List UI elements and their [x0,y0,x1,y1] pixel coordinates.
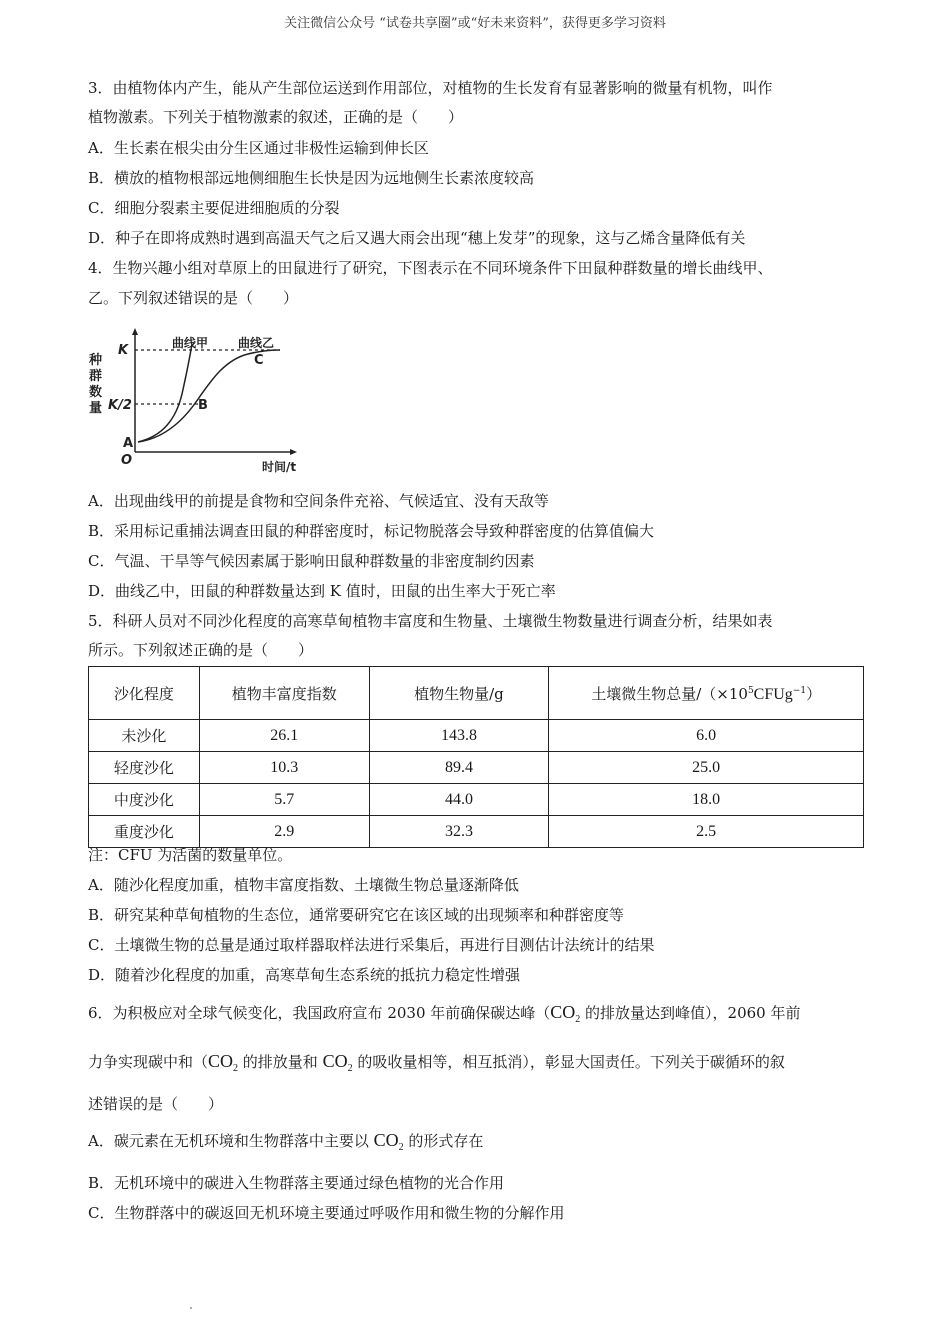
cell-biomass: 32.3 [369,816,549,848]
point-label-b: B [198,398,208,413]
x-axis-arrow [290,449,297,455]
y-axis-arrow [132,328,138,335]
q3-option-d: D．种子在即将成熟时遇到高温天气之后又遇大雨会出现“穗上发芽”的现象，这与乙烯含量降低有关 [88,229,746,247]
q3-option-b: B．横放的植物根部远地侧细胞生长快是因为远地侧生长素浓度较高 [88,169,535,187]
y-axis-label-char: 群 [89,369,103,384]
q3-option-c: C．细胞分裂素主要促进细胞质的分裂 [88,199,340,217]
cell-level: 轻度沙化 [89,752,200,784]
table-row [89,720,864,752]
tick-label-half-k: K/2 [108,398,132,413]
cell-biomass: 89.4 [369,752,549,784]
q3-stem-line1: 3．由植物体内产生，能从产生部位运送到作用部位，对植物的生长发育有显著影响的微量有机物，叫作 [88,79,773,97]
series-label-jia: 曲线甲 [172,336,209,350]
q5-note: 注：CFU 为活菌的数量单位。 [88,846,293,864]
table-row [89,784,864,816]
co2-formula: $CO_2$ [208,1051,239,1074]
cell-biomass: 143.8 [369,720,549,752]
q3-stem-line2: 植物激素。下列关于植物激素的叙述，正确的是（ ） [88,108,464,126]
q5-option-d: D．随着沙化程度的加重，高寒草甸生态系统的抵抗力稳定性增强 [88,966,521,984]
col-header-biomass: 植物生物量/g [369,667,549,720]
co2-formula: $CO_2$ [322,1051,353,1074]
cell-level: 中度沙化 [89,784,200,816]
cell-microbes: 6.0 [549,720,864,752]
x-axis-label: 时间/t [262,460,297,474]
q6-stem-line1: 6．为积极应对全球气候变化，我国政府宣布 2030 年前确保碳达峰（$CO_2$ 的排放量达到峰值），2060 年前 [88,1002,801,1025]
cell-microbes: 25.0 [549,752,864,784]
q4-option-a: A．出现曲线甲的前提是食物和空间条件充裕、气候适宜、没有天敌等 [88,492,549,510]
q5-stem-line1: 5．科研人员对不同沙化程度的高寒草甸植物丰富度和生物量、土壤微生物数量进行调查分析，结果如表 [88,612,773,630]
cell-microbes: 2.5 [549,816,864,848]
col-header-microbes: 土壤微生物总量$/(\times 10^5CFUg^{-1})$ [549,667,864,720]
q5-option-c: C．土壤微生物的总量是通过取样器取样法进行采集后，再进行目测估计法统计的结果 [88,936,655,954]
cell-richness: 2.9 [199,816,369,848]
q4-stem-line1: 4．生物兴趣小组对草原上的田鼠进行了研究，下图表示在不同环境条件下田鼠种群数量的增长曲线甲、 [88,259,773,277]
cell-level: 未沙化 [89,720,200,752]
table-row [89,816,864,848]
tick-label-k: K [118,343,129,358]
q4-stem-line2: 乙。下列叙述错误的是（ ） [88,289,299,307]
y-axis-label-char: 量 [89,401,103,416]
cell-microbes: 18.0 [549,784,864,816]
point-label-a: A [123,436,134,451]
q4-option-d: D．曲线乙中，田鼠的种群数量达到 K 值时，田鼠的出生率大于死亡率 [88,582,556,600]
col-header-desertification: 沙化程度 [89,667,200,720]
cell-level: 重度沙化 [89,816,200,848]
q4-option-b: B．采用标记重捕法调查田鼠的种群密度时，标记物脱落会导致种群密度的估算值偏大 [88,522,655,540]
table-header-row [89,667,864,720]
q5-option-a: A．随沙化程度加重，植物丰富度指数、土壤微生物总量逐渐降低 [88,876,519,894]
q3-option-a: A．生长素在根尖由分生区通过非极性运输到伸长区 [88,139,429,157]
page-header: 关注微信公众号 “试卷共享圈”或“好未来资料”，获得更多学习资料 [284,16,666,31]
q5-stem-line2: 所示。下列叙述正确的是（ ） [88,641,314,659]
y-axis-label-char: 种 [89,353,103,368]
q6-option-c: C．生物群落中的碳返回无机环境主要通过呼吸作用和微生物的分解作用 [88,1204,565,1222]
cell-biomass: 44.0 [369,784,549,816]
cell-richness: 5.7 [199,784,369,816]
series-label-yi: 曲线乙 [238,336,275,350]
y-axis-label-char: 数 [89,385,103,400]
point-label-c: C [254,353,264,368]
desertification-table [88,666,864,848]
cell-richness: 26.1 [199,720,369,752]
population-growth-chart [88,324,308,474]
curve-jia [138,344,192,442]
co2-formula: $CO_2$ [373,1130,404,1153]
q6-option-a: A．碳元素在无机环境和生物群落中主要以 $CO_2$ 的形式存在 [88,1130,484,1153]
co2-formula: $CO_2$ [550,1002,581,1025]
table-row [89,752,864,784]
q6-option-b: B．无机环境中的碳进入生物群落主要通过绿色植物的光合作用 [88,1174,505,1192]
col-header-richness: 植物丰富度指数 [199,667,369,720]
page-speck [190,1307,192,1309]
cell-richness: 10.3 [199,752,369,784]
origin-label: O [121,453,133,468]
q4-option-c: C．气温、干旱等气候因素属于影响田鼠种群数量的非密度制约因素 [88,552,535,570]
q6-stem-line3: 述错误的是（ ） [88,1095,224,1113]
q5-option-b: B．研究某种草甸植物的生态位，通常要研究它在该区域的出现频率和种群密度等 [88,906,625,924]
q6-stem-line2: 力争实现碳中和（$CO_2$ 的排放量和 $CO_2$ 的吸收量相等，相互抵消），彰显大国责任。下列关于碳循环的叙 [88,1051,785,1074]
y-axis-label [88,352,103,416]
